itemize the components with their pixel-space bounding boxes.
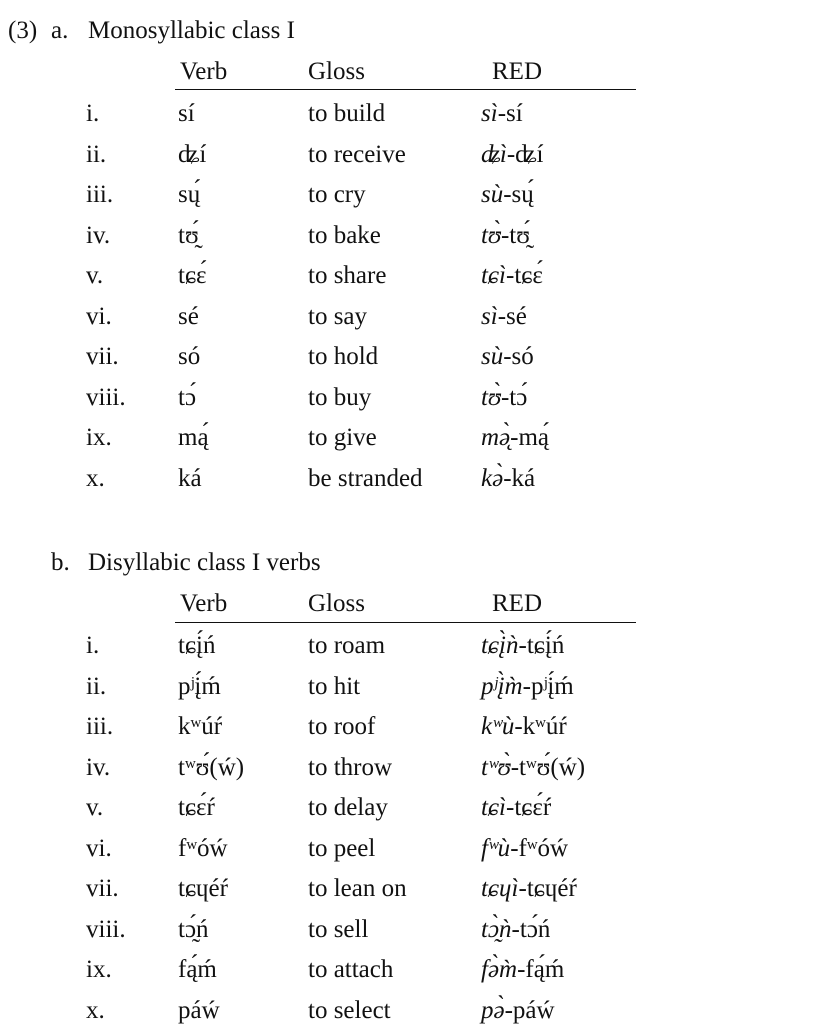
reduplicated-stem: -tɕɛ́ (506, 262, 543, 289)
gloss-text: to cry (308, 181, 366, 208)
gloss-text: to give (308, 424, 377, 451)
reduplicated-form (481, 101, 523, 126)
verb-form: ʥí (178, 140, 207, 168)
row-index: iii. (86, 713, 114, 740)
row-index: vi. (86, 834, 112, 862)
reduplicated-stem: -kʷúŕ (514, 713, 567, 740)
reduplicated-stem: -tɔ́ (500, 383, 528, 411)
reduplicant-prefix: kə̀ (481, 464, 504, 492)
reduplicated-stem: -tɕɛ́ŕ (506, 794, 552, 821)
gloss-text: to peel (308, 834, 376, 862)
reduplicant-prefix: sù (481, 181, 504, 208)
header-rule (175, 89, 636, 90)
reduplicant-prefix: tɔ̰̀ǹ (481, 915, 512, 943)
column-header-red: RED (492, 58, 542, 85)
row-index: vii. (86, 875, 119, 902)
reduplicated-form (481, 836, 568, 861)
row-index: i. (86, 632, 100, 659)
reduplicated-form (481, 263, 543, 288)
reduplicated-form (481, 674, 574, 699)
verb-form: tʷʊ́(ẃ) (178, 753, 245, 781)
reduplicant-prefix: sù (481, 343, 504, 370)
gloss-text: to buy (308, 383, 372, 411)
reduplicated-stem: -fʷóẃ (510, 834, 569, 862)
verb-form: tʊ̰́ (178, 221, 199, 249)
header-rule (175, 622, 636, 623)
reduplicated-form (481, 182, 534, 207)
reduplicated-stem: -pʲį́ḿ (522, 672, 574, 700)
reduplicated-stem: -tɔ́ń (511, 915, 551, 943)
row-index: viii. (86, 915, 126, 943)
verb-form: tɔ́ (178, 383, 197, 411)
gloss-text: to bake (308, 221, 381, 249)
reduplicated-stem: -sé (497, 302, 527, 330)
reduplicant-prefix: tʷʊ̀ (481, 753, 511, 781)
reduplicated-form (481, 795, 551, 820)
row-index: v. (86, 794, 104, 821)
reduplicant-prefix: fə̀m̀ (481, 956, 518, 983)
section-a-title: Monosyllabic class I (88, 17, 295, 44)
row-index: ii. (86, 672, 107, 700)
reduplicated-stem: -tʷʊ́(ẃ) (510, 753, 586, 781)
reduplicant-prefix: kʷù (481, 713, 515, 740)
verb-form: sí (178, 100, 195, 127)
reduplicated-stem: -páẃ (504, 996, 555, 1024)
reduplicant-prefix: sì (481, 100, 498, 127)
reduplicant-prefix: ʥì (481, 140, 507, 168)
gloss-text: to hold (308, 343, 379, 370)
reduplicated-form (481, 998, 555, 1023)
reduplicant-prefix: tɕɥì (481, 875, 519, 902)
reduplicated-form (481, 385, 527, 410)
gloss-text: to sell (308, 915, 369, 943)
verb-form: tɕį́ń (178, 632, 216, 659)
reduplicated-stem: -ʥí (506, 140, 544, 168)
gloss-text: to attach (308, 956, 394, 983)
reduplicated-stem: -tɕį́ń (518, 632, 565, 659)
reduplicated-form (481, 142, 543, 167)
reduplicant-prefix: pə̀ (481, 996, 505, 1024)
reduplicated-stem: -fą́ḿ (517, 956, 565, 983)
row-index: x. (86, 996, 105, 1024)
verb-form: fʷóẃ (178, 834, 228, 862)
verb-form: fą́ḿ (178, 956, 217, 983)
section-a-letter: a. (51, 17, 69, 44)
verb-form: tɕɛ́ŕ (178, 794, 215, 821)
gloss-text: to roam (308, 632, 386, 659)
reduplicated-form (481, 957, 564, 982)
verb-form: mą́ (178, 424, 209, 451)
row-index: v. (86, 262, 104, 289)
reduplicated-stem: -sų́ (503, 181, 534, 208)
reduplicated-form (481, 755, 585, 780)
row-index: viii. (86, 383, 126, 411)
example-number: (3) (8, 17, 38, 44)
verb-form: sų́ (178, 181, 201, 208)
row-index: ii. (86, 140, 107, 168)
gloss-text: to share (308, 262, 387, 289)
gloss-text: be stranded (308, 464, 423, 492)
gloss-text: to receive (308, 140, 406, 168)
gloss-text: to say (308, 302, 368, 330)
column-header-gloss: Gloss (308, 58, 365, 85)
reduplicant-prefix: tʊ̀ (481, 383, 501, 411)
row-index: i. (86, 100, 100, 127)
verb-form: tɕɥéŕ (178, 875, 228, 902)
reduplicant-prefix: tɕì (481, 262, 506, 289)
reduplicant-prefix: pʲį̀m̀ (481, 672, 523, 700)
gloss-text: to lean on (308, 875, 407, 902)
reduplicated-form (481, 714, 567, 739)
reduplicant-prefix: tʊ̀ (481, 221, 501, 249)
reduplicated-stem: -sí (497, 100, 523, 127)
reduplicated-form (481, 876, 577, 901)
reduplicated-stem: -só (503, 343, 534, 370)
verb-form: páẃ (178, 996, 220, 1024)
gloss-text: to delay (308, 794, 388, 821)
gloss-text: to throw (308, 753, 393, 781)
row-index: iii. (86, 181, 114, 208)
gloss-text: to select (308, 996, 391, 1024)
reduplicant-prefix: tɕį̀ǹ (481, 632, 519, 659)
reduplicated-stem: -mą́ (510, 424, 550, 451)
column-header-red: RED (492, 590, 542, 617)
reduplicated-form (481, 344, 534, 369)
row-index: iv. (86, 221, 111, 249)
verb-form: sé (178, 302, 199, 330)
gloss-text: to build (308, 100, 386, 127)
column-header-verb: Verb (180, 590, 228, 617)
section-b-title: Disyllabic class I verbs (88, 549, 321, 576)
reduplicated-stem: -ká (503, 464, 536, 492)
reduplicated-form (481, 223, 530, 248)
row-index: x. (86, 464, 105, 492)
reduplicated-form (481, 917, 550, 942)
gloss-text: to roof (308, 713, 376, 740)
section-b-letter: b. (51, 549, 70, 576)
verb-form: kʷúŕ (178, 713, 223, 740)
column-header-verb: Verb (180, 58, 228, 85)
reduplicated-form (481, 304, 527, 329)
verb-form: só (178, 343, 201, 370)
verb-form: tɕɛ́ (178, 262, 207, 289)
row-index: ix. (86, 424, 112, 451)
reduplicated-stem: -tɕɥéŕ (518, 875, 577, 902)
row-index: vii. (86, 343, 119, 370)
reduplicant-prefix: fʷù (481, 834, 511, 862)
verb-form: ká (178, 464, 202, 492)
row-index: ix. (86, 956, 112, 983)
reduplicant-prefix: tɕì (481, 794, 506, 821)
reduplicated-stem: -tʊ̰́ (500, 221, 530, 249)
reduplicated-form (481, 466, 535, 491)
reduplicant-prefix: sì (481, 302, 498, 330)
reduplicated-form (481, 425, 549, 450)
reduplicant-prefix: mə̨̀ (481, 424, 511, 451)
row-index: vi. (86, 302, 112, 330)
verb-form: pʲį́ḿ (178, 672, 221, 700)
gloss-text: to hit (308, 672, 361, 700)
verb-form: tɔ̰́ń (178, 915, 209, 943)
column-header-gloss: Gloss (308, 590, 365, 617)
reduplicated-form (481, 633, 564, 658)
row-index: iv. (86, 753, 111, 781)
